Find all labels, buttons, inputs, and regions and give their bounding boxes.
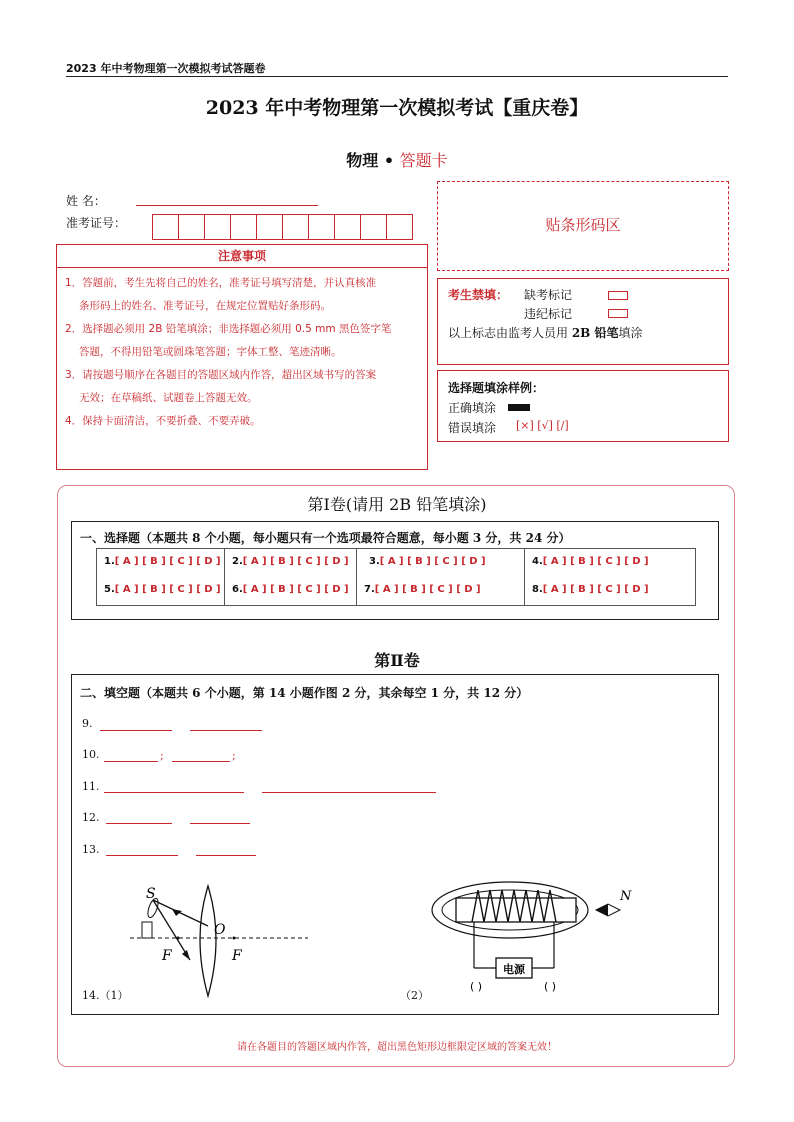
q11-blank-1[interactable] (104, 792, 244, 793)
ban-label: 考生禁填： (448, 288, 509, 302)
object-block (142, 922, 152, 938)
mc-number: 2. (232, 556, 243, 567)
id-digit-box[interactable] (153, 215, 179, 239)
ray-2-arrow (182, 950, 190, 960)
name-field[interactable] (136, 205, 318, 206)
mc-item[interactable] (225, 577, 357, 605)
notice-heading: 注意事项 (57, 245, 427, 268)
focus-point-right (233, 937, 236, 940)
notice-line: 条形码上的姓名、准考证号，在规定位置贴好条形码。 (79, 300, 331, 312)
id-digit-box[interactable] (335, 215, 361, 239)
header-divider (66, 76, 728, 77)
mc-options[interactable]: [ A ] [ B ] [ C ] [ D ] (374, 584, 481, 595)
mc-options[interactable]: [ A ] [ B ] [ C ] [ D ] (542, 584, 649, 595)
mc-number: 8. (532, 584, 543, 595)
notice-line: 无效；在草稿纸、试题卷上答题无效。 (79, 392, 258, 404)
notice-body (57, 268, 427, 433)
compass-needle-dark-half (596, 904, 608, 916)
correct-fill-sample (508, 404, 530, 411)
ban-note-suffix: 填涂 (618, 326, 643, 340)
mc-number: 7. (364, 584, 375, 595)
power-label: 电源 (503, 963, 525, 976)
absent-mark-label: 缺考标记 (524, 288, 573, 302)
mc-number: 4. (532, 556, 543, 567)
mc-item[interactable] (225, 549, 357, 577)
absent-mark-box[interactable] (608, 291, 628, 300)
notice-line: 答题，不得用铅笔或圆珠笔答题；字体工整、笔迹清晰。 (79, 346, 342, 358)
mc-options[interactable]: [ A ] [ B ] [ C ] [ D ] (379, 556, 486, 567)
notice-line: 3．请按题号顺序在各题目的答题区域内作答，超出区域书写的答案 (65, 369, 377, 381)
part1-question-head: 一、选择题（本题共 8 个小题，每小题只有一个选项最符合题意，每小题 3 分，共 24 分） (80, 531, 571, 545)
right-pole-bracket[interactable]: ( ) (544, 980, 557, 993)
left-pole-bracket[interactable]: ( ) (470, 980, 483, 993)
q13-number: 13. (82, 843, 100, 856)
wrong-fill-label: 错误填涂 (448, 421, 497, 435)
id-digit-box[interactable] (387, 215, 412, 239)
part1-title: 第Ⅰ卷(请用 2B 铅笔填涂) (307, 495, 487, 514)
barcode-label: 贴条形码区 (545, 216, 621, 234)
id-digit-box[interactable] (309, 215, 335, 239)
subtitle-subject: 物理 • (346, 151, 400, 170)
mc-item[interactable] (525, 577, 695, 605)
page-subtitle (0, 148, 794, 171)
subtitle-card: 答题卡 (399, 151, 448, 170)
q9-number: 9. (82, 717, 93, 730)
id-label: 准考证号： (66, 216, 127, 230)
q11-blank-2[interactable] (262, 792, 436, 793)
q11-number: 11. (82, 780, 100, 793)
correct-fill-label: 正确填涂 (448, 401, 497, 415)
mc-item[interactable] (525, 549, 695, 577)
label-N: N (620, 889, 632, 904)
mc-number: 5. (104, 584, 115, 595)
ban-note (448, 324, 643, 341)
name-label: 姓 名： (66, 194, 106, 208)
footer-note: 请在各题目的答题区域内作答，超出黑色矩形边框限定区域的答案无效！ (237, 1042, 557, 1053)
page-title: 2023 年中考物理第一次模拟考试【重庆卷】 (205, 97, 589, 119)
focus-point-left (177, 937, 180, 940)
violation-mark-label: 违纪标记 (524, 307, 573, 321)
q14-part1-label: 14.（1） (82, 989, 129, 1002)
q9-blank-2[interactable] (190, 730, 262, 731)
q13-blank-1[interactable] (106, 855, 178, 856)
q9-blank-1[interactable] (100, 730, 172, 731)
barcode-area (437, 181, 729, 271)
q12-blank-2[interactable] (190, 823, 250, 824)
q10-blank-1[interactable] (104, 761, 158, 762)
fill-sample-box (437, 370, 729, 442)
running-title: 2023 年中考物理第一次模拟考试答题卷 (66, 62, 266, 75)
mc-options[interactable]: [ A ] [ B ] [ C ] [ D ] (114, 584, 221, 595)
proctor-only-box (437, 278, 729, 365)
label-F-right: F (232, 948, 242, 964)
q12-number: 12. (82, 811, 100, 824)
mc-answer-grid (96, 548, 696, 606)
notice-line: 4．保持卡面清洁，不要折叠、不要弄破。 (65, 415, 261, 427)
notice-box (56, 244, 428, 470)
convex-lens (200, 886, 216, 996)
q14-part2-label: （2） (400, 989, 429, 1002)
sample-title: 选择题填涂样例： (448, 381, 545, 395)
q10-separator-2: ; (232, 749, 236, 762)
lens-diagram[interactable] (120, 878, 310, 1000)
q12-blank-1[interactable] (106, 823, 172, 824)
candidate-id-boxes[interactable] (152, 214, 413, 240)
part2-question-head: 二、填空题（本题共 6 个小题，第 14 小题作图 2 分，其余每空 1 分，共 12 分） (80, 686, 529, 700)
label-F-left: F (162, 948, 172, 964)
violation-mark-box[interactable] (608, 309, 628, 318)
wrong-fill-samples: [×] [√] [/] (516, 419, 569, 432)
mc-item[interactable] (97, 577, 225, 605)
solenoid-diagram[interactable] (430, 876, 640, 996)
mc-item[interactable] (357, 549, 525, 577)
q10-separator: ; (160, 749, 164, 762)
notice-line: 2．选择题必须用 2B 铅笔填涂；非选择题必须用 0.5 mm 黑色签字笔 (65, 323, 392, 335)
mc-options[interactable]: [ A ] [ B ] [ C ] [ D ] (114, 556, 221, 567)
id-digit-box[interactable] (179, 215, 205, 239)
mc-number: 6. (232, 584, 243, 595)
mc-options[interactable]: [ A ] [ B ] [ C ] [ D ] (542, 556, 649, 567)
mc-options[interactable]: [ A ] [ B ] [ C ] [ D ] (242, 556, 349, 567)
q13-blank-2[interactable] (196, 855, 256, 856)
mc-number: 1. (104, 556, 115, 567)
id-digit-box[interactable] (231, 215, 257, 239)
ban-note-prefix: 以上标志由监考人员用 (448, 326, 572, 340)
mc-item[interactable] (357, 577, 525, 605)
mc-options[interactable]: [ A ] [ B ] [ C ] [ D ] (242, 584, 349, 595)
ban-note-bold: 2B 铅笔 (571, 326, 619, 340)
label-O: O (214, 922, 226, 938)
mc-number: 3. (369, 556, 380, 567)
part2-title: 第Ⅱ卷 (374, 651, 420, 670)
id-digit-box[interactable] (361, 215, 387, 239)
label-S: S (146, 886, 156, 902)
q10-blank-2[interactable] (172, 761, 230, 762)
id-digit-box[interactable] (205, 215, 231, 239)
mc-item[interactable] (97, 549, 225, 577)
notice-line: 1．答题前，考生先将自己的姓名，准考证号填写清楚，并认真核准 (65, 277, 377, 289)
id-digit-box[interactable] (283, 215, 309, 239)
q10-number: 10. (82, 748, 100, 761)
id-digit-box[interactable] (257, 215, 283, 239)
